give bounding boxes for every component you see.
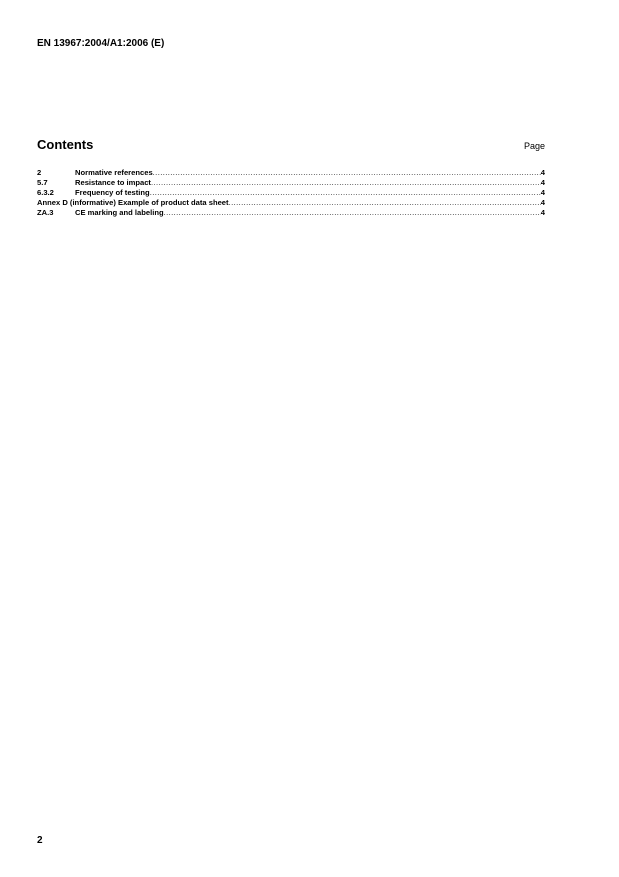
toc-entry-number: 5.7	[37, 178, 48, 187]
toc-leader-dots	[153, 168, 541, 178]
document-reference: EN 13967:2004/A1:2006 (E)	[37, 38, 165, 49]
toc-entry-number: 2	[37, 168, 42, 177]
toc-entry[interactable]	[37, 198, 545, 208]
toc-entry[interactable]	[37, 178, 545, 188]
toc-entry-number: ZA.3	[37, 208, 54, 217]
toc-entry[interactable]	[37, 188, 545, 198]
contents-heading: Contents	[37, 137, 94, 152]
toc-entry-page: 4	[540, 188, 545, 197]
toc-leader-dots	[164, 208, 541, 218]
toc-entry-title: Normative references	[75, 168, 153, 177]
page-number: 2	[37, 835, 43, 846]
toc-entry-number: 6.3.2	[37, 188, 54, 197]
toc-leader-dots	[229, 198, 541, 208]
toc-leader-dots	[150, 188, 541, 198]
page-column-label: Page	[523, 141, 545, 151]
table-of-contents	[37, 168, 545, 218]
toc-entry-title: Frequency of testing	[75, 188, 150, 197]
toc-entry[interactable]	[37, 208, 545, 218]
toc-entry-page: 4	[540, 178, 545, 187]
toc-entry-title: Annex D (informative) Example of product data sheet	[37, 198, 229, 207]
toc-entry-page: 4	[540, 198, 545, 207]
toc-entry-page: 4	[540, 168, 545, 177]
toc-entry-page: 4	[540, 208, 545, 217]
toc-leader-dots	[151, 178, 541, 188]
toc-entry-title: CE marking and labeling	[75, 208, 164, 217]
toc-entry[interactable]	[37, 168, 545, 178]
toc-entry-title: Resistance to impact	[75, 178, 151, 187]
